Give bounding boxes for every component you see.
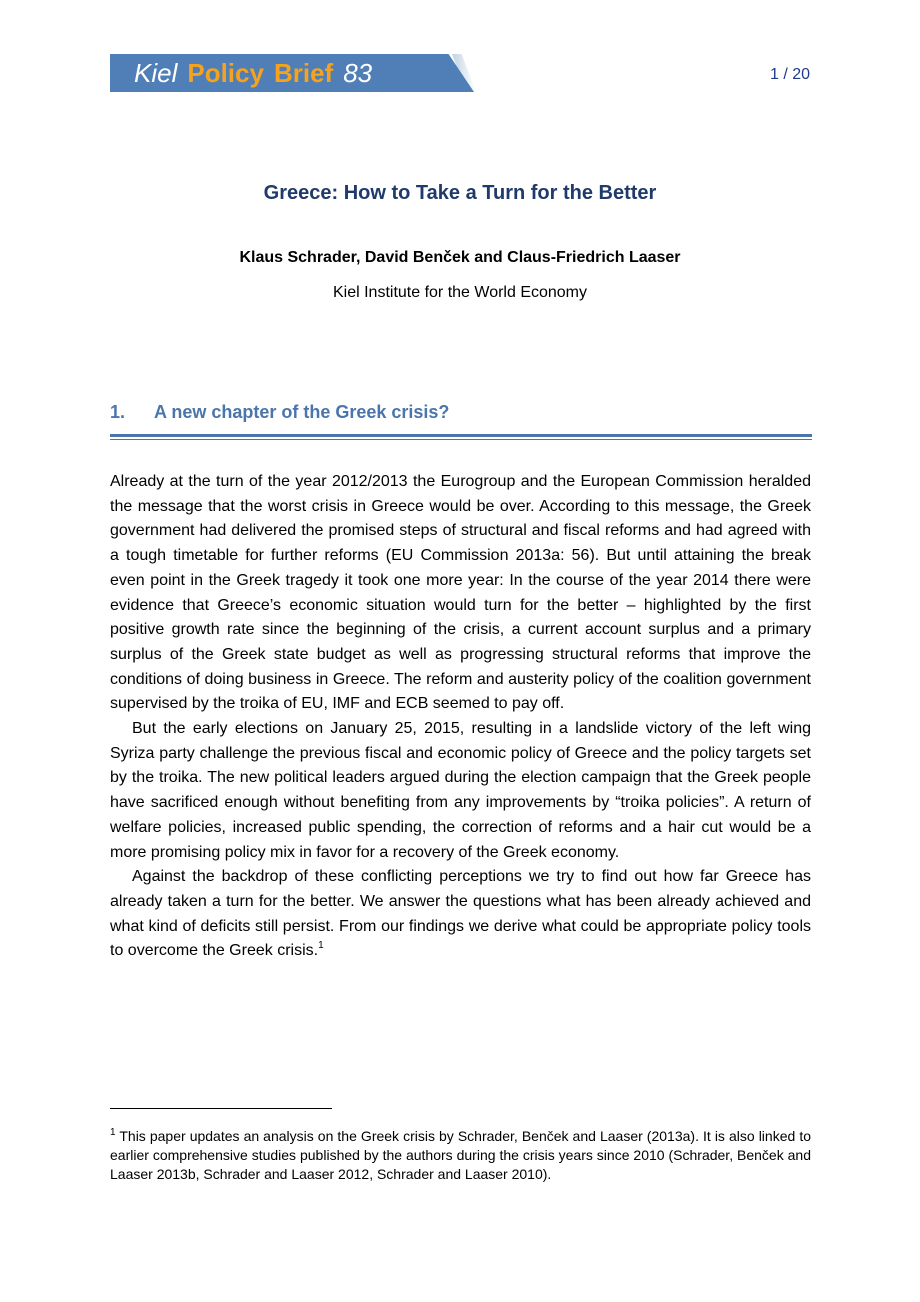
document-title: Greece: How to Take a Turn for the Better xyxy=(263,182,657,204)
footnote-divider xyxy=(110,1108,332,1109)
section-rule xyxy=(110,434,812,437)
paragraph-3 xyxy=(110,865,811,964)
document-authors: Klaus Schrader, David Benček and Claus-Friedrich Laaser xyxy=(239,249,681,266)
section-title: A new chapter of the Greek crisis? xyxy=(154,402,450,422)
section-heading xyxy=(110,402,449,423)
paragraph-2: But the early elections on January 25, 2015, resulting in a landslide victory of the left wing Syriza party challenge the previous fiscal and economic policy of Greece and the policy targets set by the troika. The new political leaders argued during the election campaign that the Greek people have sacrificed enough without benefiting from any improvements by “troika policies”. A return of welfare policies, increased public spending, the correction of reforms and a hair cut would be a more promising policy mix in favor for a recovery of the Greek economy. xyxy=(110,720,811,861)
brand-brief: Brief xyxy=(273,58,334,88)
brand-logo xyxy=(134,56,372,90)
brand-kiel: Kiel xyxy=(134,58,178,88)
brand-number: 83 xyxy=(343,58,373,88)
document-institute: Kiel Institute for the World Economy xyxy=(332,284,588,301)
paragraph-3-text: Against the backdrop of these conflicting perceptions we try to find out how far Greece has already taken a turn for the better. We answer the questions what has been already achieved and what kind of deficits still persist. From our findings we derive what could be appropriate policy tools to overcome the Greek crisis. xyxy=(110,868,811,960)
page-indicator: 1 / 20 xyxy=(769,66,810,83)
section-number: 1. xyxy=(110,402,126,422)
footnote xyxy=(110,1127,811,1184)
paragraph-1: Already at the turn of the year 2012/2013 the Eurogroup and the European Commission heralded the message that the worst crisis in Greece would be over. According to this message, the Greek government had delivered the promised steps of structural and fiscal reforms and had agreed with a tough timetable for further reforms (EU Commission 2013a: 56). But until attaining the break even point in the Greek tragedy it took one more year: In the course of the year 2014 there were evidence that Greece’s economic situation would turn for the better – highlighted by the first positive growth rate since the beginning of the crisis, a current account surplus and a primary surplus of the Greek state budget as well as progressing structural reforms that improve the conditions of doing business in Greece. The reform and austerity policy of the coalition government supervised by the troika of EU, IMF and ECB seemed to pay off. xyxy=(110,473,811,713)
footnote-text: This paper updates an analysis on the Greek crisis by Schrader, Benček and Laaser (2013a). It is also linked to earlier comprehensive studies published by the authors during the crisis years since 2010 (Schrader, Benček and Laaser 2013b, Schrader and Laaser 2012, Schrader and Laaser 2010). xyxy=(110,1128,811,1182)
section-rule-thin xyxy=(110,439,812,440)
footnote-reference[interactable]: 1 xyxy=(318,940,324,952)
brand-policy: Policy xyxy=(187,58,264,88)
footnote-marker: 1 xyxy=(110,1127,116,1138)
body-text xyxy=(110,470,811,964)
